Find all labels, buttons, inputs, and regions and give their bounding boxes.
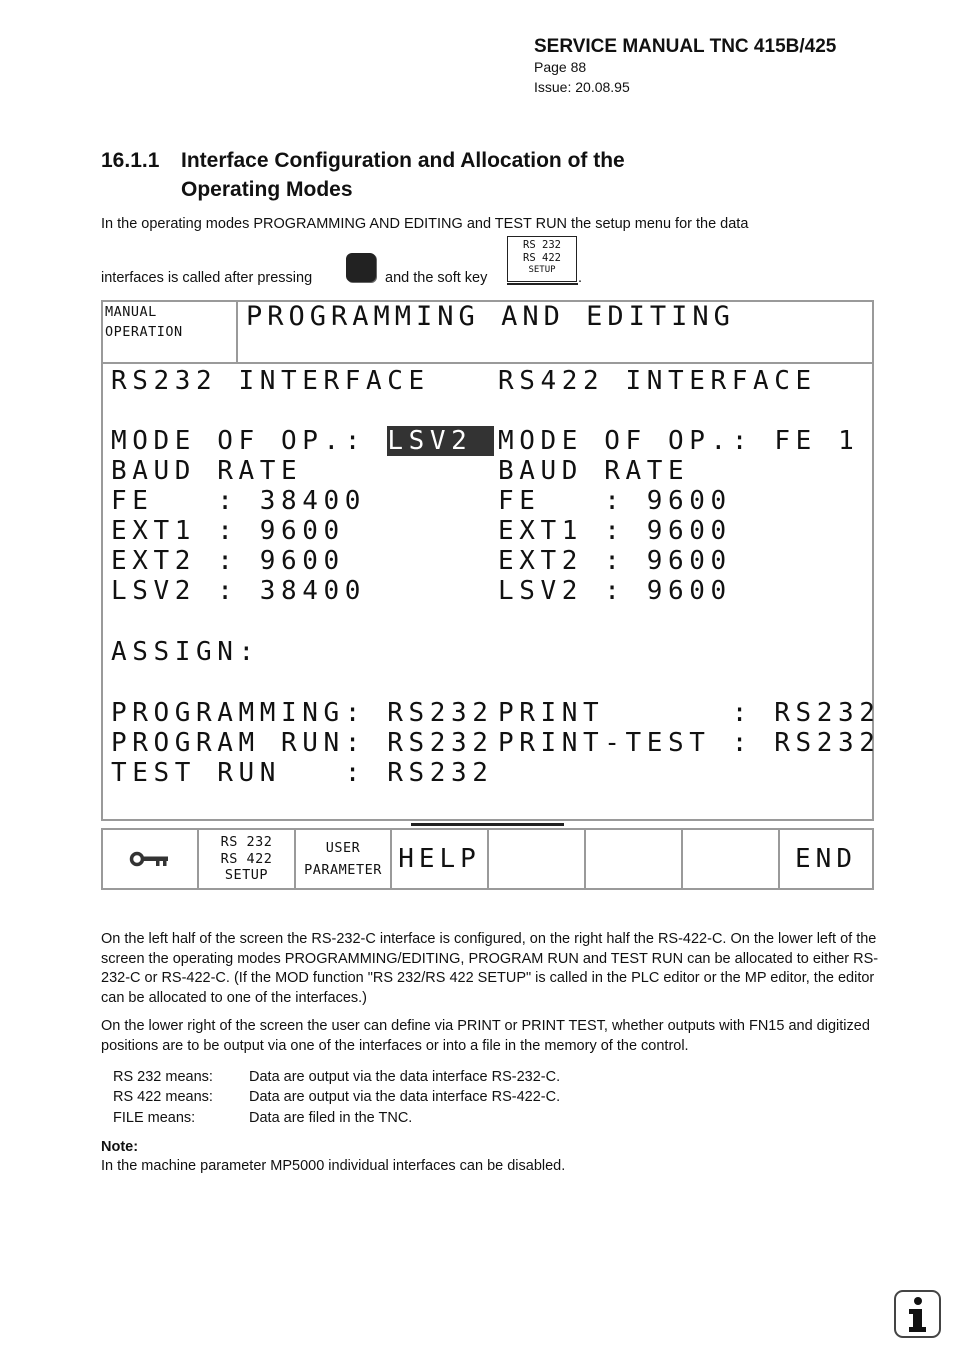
assign-test-run[interactable]: TEST RUN : RS232 <box>111 758 494 788</box>
rs232-mode-value[interactable]: LSV2 <box>387 426 494 456</box>
rs422-mode-value[interactable]: FE 1 <box>774 426 860 456</box>
def-term-file: FILE means: <box>113 1110 196 1126</box>
info-icon <box>894 1290 941 1338</box>
paragraph-print-config: On the lower right of the screen the user can define via PRINT or PRINT TEST, whether outputs with FN15 and digitized positions are to be output via one of the interfaces or into a file in the memory of the control. <box>101 1018 870 1054</box>
note-label: Note: <box>101 1139 139 1155</box>
inline-softkey-line2: RS 422 <box>523 251 561 264</box>
rs232-baud-ext1: EXT1 : 9600 <box>111 516 345 546</box>
softkey-empty-3[interactable] <box>683 830 780 888</box>
intro-line2-b: and the soft key <box>385 270 488 286</box>
intro-line2-c: . <box>578 270 583 286</box>
mode-box-line2: OPERATION <box>105 324 183 340</box>
rs232-mode-row <box>111 426 494 456</box>
rs232-baud-ext2: EXT2 : 9600 <box>111 546 345 576</box>
rs422-baud-ext2: EXT2 : 9600 <box>498 546 732 576</box>
manual-title: SERVICE MANUAL TNC 415B/425 <box>534 36 837 57</box>
rs232-heading: RS232 INTERFACE <box>111 366 430 396</box>
rs232-mode-label: MODE OF OP.: <box>111 426 367 456</box>
def-text-rs232: Data are output via the data interface RS-232-C. <box>249 1069 561 1085</box>
softkey-row-indicator <box>411 823 564 826</box>
softkey-rs-setup-line2: RS 422 <box>220 850 273 867</box>
mode-box-divider <box>236 300 238 363</box>
assign-print-test[interactable]: PRINT-TEST : RS232 <box>498 728 881 758</box>
rs232-baud-heading: BAUD RATE <box>111 456 303 486</box>
note-text: In the machine parameter MP5000 individual interfaces can be disabled. <box>101 1158 566 1174</box>
softkey-key[interactable] <box>103 830 199 888</box>
screen-header-divider <box>101 362 874 364</box>
softkey-rs-setup-line3: SETUP <box>224 867 269 884</box>
page-number: Page 88 <box>534 59 587 75</box>
softkey-rs-setup[interactable] <box>199 830 296 888</box>
key-icon <box>129 848 171 870</box>
intro-line1: In the operating modes PROGRAMMING AND EDITING and TEST RUN the setup menu for the data <box>101 216 749 232</box>
info-glyph-icon <box>896 1292 939 1336</box>
assign-programming[interactable]: PROGRAMMING: RS232 <box>111 698 494 728</box>
softkey-rs-setup-line1: RS 232 <box>220 834 273 851</box>
screen-mode-title: PROGRAMMING AND EDITING <box>246 301 735 332</box>
rs422-baud-fe: FE : 9600 <box>498 486 732 516</box>
intro-line2-a: interfaces is called after pressing <box>101 270 313 286</box>
issue-date: Issue: 20.08.95 <box>534 79 630 95</box>
def-text-file: Data are filed in the TNC. <box>249 1110 413 1126</box>
def-text-rs422: Data are output via the data interface RS-422-C. <box>249 1089 561 1105</box>
rs422-baud-ext1: EXT1 : 9600 <box>498 516 732 546</box>
rs422-baud-heading: BAUD RATE <box>498 456 690 486</box>
softkey-user-parameter-line1: USER <box>325 839 361 856</box>
softkey-row <box>101 828 874 890</box>
softkey-user-parameter-line2: PARAMETER <box>304 862 382 878</box>
assign-print[interactable]: PRINT : RS232 <box>498 698 881 728</box>
softkey-end[interactable]: END <box>795 844 857 874</box>
inline-softkey-line1: RS 232 <box>523 239 561 251</box>
section-number: 16.1.1 <box>101 149 160 172</box>
rs422-baud-lsv2: LSV2 : 9600 <box>498 576 732 606</box>
rs422-mode-label: MODE OF OP.: <box>498 426 754 456</box>
softkey-empty-1[interactable] <box>489 830 586 888</box>
mode-box-line1: MANUAL <box>105 304 157 320</box>
rs422-mode-row <box>498 426 859 456</box>
rs232-baud-lsv2: LSV2 : 38400 <box>111 576 367 606</box>
inline-softkey-underline <box>507 283 578 285</box>
softkey-help[interactable]: HELP <box>392 830 489 888</box>
assign-heading: ASSIGN: <box>111 637 260 667</box>
inline-softkey-line3: SETUP <box>528 265 556 275</box>
rs232-baud-fe: FE : 38400 <box>111 486 367 516</box>
paragraph-interface-config: On the left half of the screen the RS-232-C interface is configured, on the right half the RS-422-C. On the lower left of the screen the operating modes PROGRAMMING/EDITING, PROGRAM RUN and TEST RUN can be allocated to either RS-232-C or RS-422-C. (If the MOD function "RS 232/RS 422 SETUP" is called in the PLC editor or the MP editor, the editor can be allocated to one of the interfaces.) <box>101 931 879 1006</box>
mod-key-icon <box>346 253 376 282</box>
def-term-rs422: RS 422 means: <box>113 1089 213 1105</box>
softkey-user-parameter[interactable] <box>296 830 392 888</box>
def-term-rs232: RS 232 means: <box>113 1069 213 1085</box>
assign-program-run[interactable]: PROGRAM RUN: RS232 <box>111 728 494 758</box>
inline-softkey-icon <box>507 236 577 282</box>
softkey-empty-2[interactable] <box>586 830 683 888</box>
rs422-heading: RS422 INTERFACE <box>498 366 817 396</box>
section-title-line2: Operating Modes <box>181 178 353 201</box>
section-title-line1: Interface Configuration and Allocation of the <box>181 149 625 172</box>
